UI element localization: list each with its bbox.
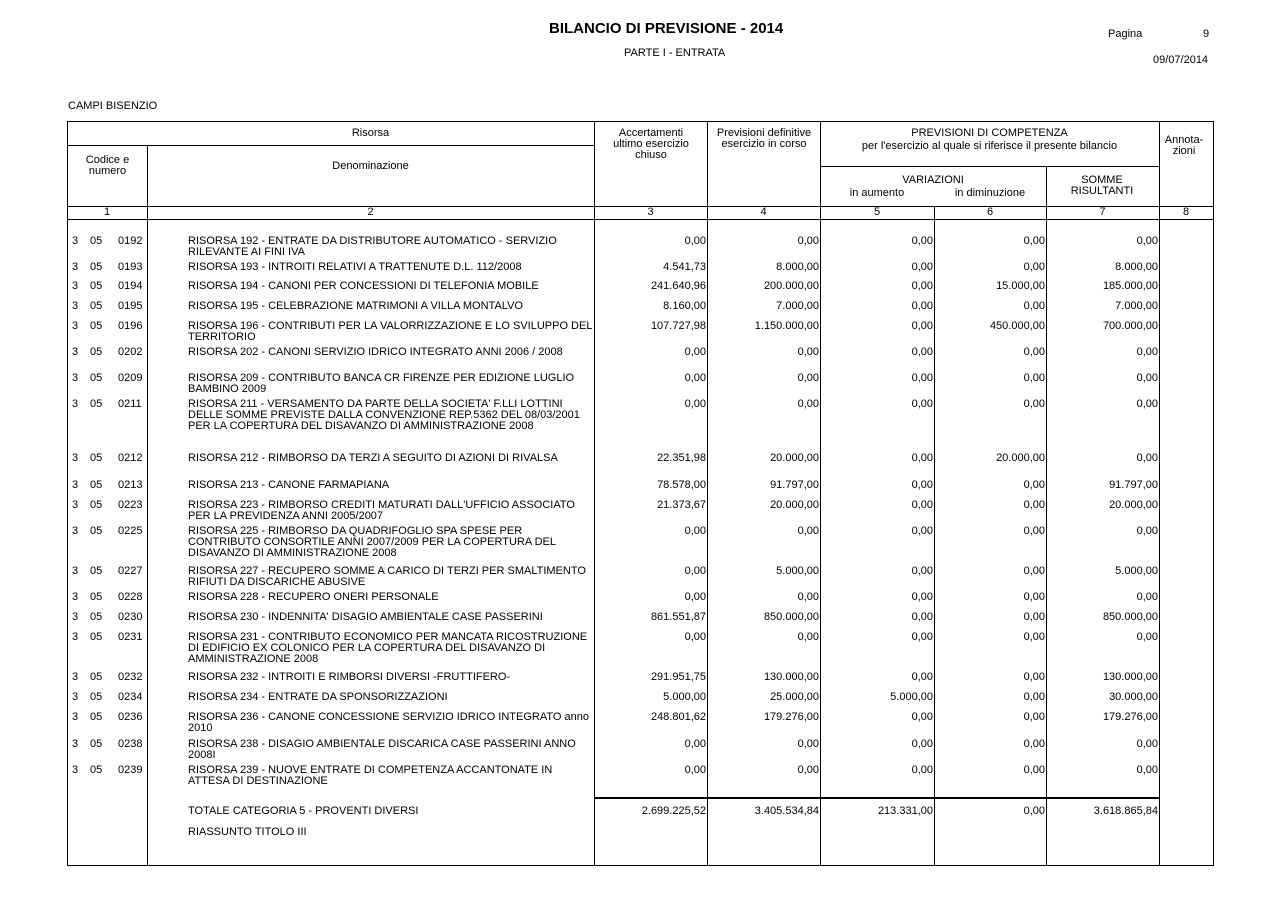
cell-in-diminuzione: 0,00 bbox=[1023, 738, 1045, 750]
cell-in-aumento: 0,00 bbox=[911, 565, 933, 577]
cell-in-diminuzione: 0,00 bbox=[1023, 499, 1045, 511]
cell-previsioni-definitive: 0,00 bbox=[797, 525, 819, 537]
document-date: 09/07/2014 bbox=[1153, 54, 1209, 66]
cell-previsioni-definitive: 7.000,00 bbox=[776, 300, 819, 312]
col-number-3: 3 bbox=[647, 206, 654, 218]
cell-accertamenti: 0,00 bbox=[684, 565, 706, 577]
cell-numero: 0212 bbox=[118, 452, 143, 464]
total-previsioni-definitive: 3.405.534,84 bbox=[754, 805, 819, 817]
cell-somme-risultanti: 20.000,00 bbox=[1109, 499, 1158, 511]
cell-titolo: 3 bbox=[72, 611, 79, 623]
cell-previsioni-definitive: 0,00 bbox=[797, 235, 819, 247]
cell-titolo: 3 bbox=[72, 671, 79, 683]
cell-numero: 0196 bbox=[118, 320, 143, 332]
cell-in-diminuzione: 0,00 bbox=[1023, 372, 1045, 384]
cell-somme-risultanti: 850.000,00 bbox=[1102, 611, 1158, 623]
header-accertamenti: Accertamenti ultimo esercizio chiuso bbox=[613, 127, 689, 161]
cell-previsioni-definitive: 20.000,00 bbox=[770, 499, 819, 511]
cell-categoria: 05 bbox=[90, 235, 103, 247]
cell-in-diminuzione: 0,00 bbox=[1023, 631, 1045, 643]
cell-denominazione: RISORSA 196 - CONTRIBUTI PER LA VALORRIZZAZIONE E LO SVILUPPO DEL TERRITORIO bbox=[188, 320, 593, 343]
cell-denominazione: RISORSA 228 - RECUPERO ONERI PERSONALE bbox=[188, 591, 439, 603]
cell-previsioni-definitive: 5.000,00 bbox=[776, 565, 819, 577]
cell-somme-risultanti: 0,00 bbox=[1136, 525, 1158, 537]
header-previsioni-definitive: Previsioni definitive esercizio in corso bbox=[716, 127, 812, 150]
cell-numero: 0228 bbox=[118, 591, 143, 603]
cell-titolo: 3 bbox=[72, 346, 79, 358]
cell-titolo: 3 bbox=[72, 631, 79, 643]
cell-titolo: 3 bbox=[72, 320, 79, 332]
cell-denominazione: RISORSA 195 - CELEBRAZIONE MATRIMONI A VILLA MONTALVO bbox=[188, 300, 523, 312]
cell-denominazione: RISORSA 225 - RIMBORSO DA QUADRIFOGLIO SPA SPESE PER CONTRIBUTO CONSORTILE ANNI 2007/2009 PER LA COPERTURA DEL DISAVANZO DI AMMINISTRAZIONE 2008 bbox=[188, 525, 556, 559]
cell-denominazione: RISORSA 231 - CONTRIBUTO ECONOMICO PER MANCATA RICOSTRUZIONE DI EDIFICIO EX COLONICO PER LA COPERTURA DEL DISAVANZO DI AMMINISTRAZIONE 2008 bbox=[188, 631, 588, 665]
cell-somme-risultanti: 8.000,00 bbox=[1115, 261, 1158, 273]
cell-titolo: 3 bbox=[72, 372, 79, 384]
cell-denominazione: RISORSA 213 - CANONE FARMAPIANA bbox=[188, 479, 390, 491]
summary-label: RIASSUNTO TITOLO III bbox=[188, 826, 307, 838]
col-number-7: 7 bbox=[1099, 206, 1106, 218]
header-in-diminuzione: in diminuzione bbox=[954, 187, 1026, 199]
cell-categoria: 05 bbox=[90, 261, 103, 273]
cell-categoria: 05 bbox=[90, 525, 103, 537]
header-previsioni-sub: per l'esercizio al quale si riferisce il presente bilancio bbox=[861, 140, 1118, 152]
header-somme-risultanti: SOMME RISULTANTI bbox=[1070, 174, 1134, 197]
cell-in-aumento: 0,00 bbox=[911, 738, 933, 750]
cell-accertamenti: 861.551,87 bbox=[650, 611, 706, 623]
cell-titolo: 3 bbox=[72, 398, 79, 410]
cell-numero: 0202 bbox=[118, 346, 143, 358]
cell-denominazione: RISORSA 236 - CANONE CONCESSIONE SERVIZIO IDRICO INTEGRATO anno 2010 bbox=[188, 711, 589, 734]
entity-name: CAMPI BISENZIO bbox=[68, 100, 158, 112]
cell-denominazione: RISORSA 223 - RIMBORSO CREDITI MATURATI DALL'UFFICIO ASSOCIATO PER LA PREVIDENZA ANNI 2005/2007 bbox=[188, 499, 575, 522]
cell-accertamenti: 78.578,00 bbox=[657, 479, 706, 491]
cell-somme-risultanti: 0,00 bbox=[1136, 452, 1158, 464]
cell-in-diminuzione: 0,00 bbox=[1023, 764, 1045, 776]
cell-categoria: 05 bbox=[90, 300, 103, 312]
cell-numero: 0236 bbox=[118, 711, 143, 723]
cell-numero: 0234 bbox=[118, 691, 143, 703]
cell-in-aumento: 0,00 bbox=[911, 611, 933, 623]
cell-titolo: 3 bbox=[72, 479, 79, 491]
cell-accertamenti: 21.373,67 bbox=[657, 499, 706, 511]
cell-numero: 0192 bbox=[118, 235, 143, 247]
cell-previsioni-definitive: 0,00 bbox=[797, 631, 819, 643]
cell-in-diminuzione: 0,00 bbox=[1023, 398, 1045, 410]
cell-categoria: 05 bbox=[90, 671, 103, 683]
page-label: Pagina bbox=[1108, 28, 1143, 40]
cell-accertamenti: 4.541,73 bbox=[663, 261, 706, 273]
cell-accertamenti: 0,00 bbox=[684, 235, 706, 247]
cell-previsioni-definitive: 0,00 bbox=[797, 398, 819, 410]
cell-somme-risultanti: 0,00 bbox=[1136, 591, 1158, 603]
cell-in-diminuzione: 0,00 bbox=[1023, 711, 1045, 723]
cell-accertamenti: 241.640,96 bbox=[650, 280, 706, 292]
cell-numero: 0225 bbox=[118, 525, 143, 537]
cell-accertamenti: 0,00 bbox=[684, 591, 706, 603]
cell-denominazione: RISORSA 194 - CANONI PER CONCESSIONI DI TELEFONIA MOBILE bbox=[188, 280, 539, 292]
cell-accertamenti: 0,00 bbox=[684, 764, 706, 776]
cell-denominazione: RISORSA 227 - RECUPERO SOMME A CARICO DI TERZI PER SMALTIMENTO RIFIUTI DA DISCARICHE ABUSIVE bbox=[188, 565, 586, 588]
cell-somme-risultanti: 0,00 bbox=[1136, 398, 1158, 410]
cell-in-aumento: 0,00 bbox=[911, 525, 933, 537]
cell-in-diminuzione: 0,00 bbox=[1023, 611, 1045, 623]
cell-in-aumento: 0,00 bbox=[911, 320, 933, 332]
total-label: TOTALE CATEGORIA 5 - PROVENTI DIVERSI bbox=[188, 805, 419, 817]
cell-titolo: 3 bbox=[72, 452, 79, 464]
cell-titolo: 3 bbox=[72, 711, 79, 723]
cell-denominazione: RISORSA 212 - RIMBORSO DA TERZI A SEGUITO DI AZIONI DI RIVALSA bbox=[188, 452, 558, 464]
cell-accertamenti: 0,00 bbox=[684, 631, 706, 643]
cell-accertamenti: 107.727,98 bbox=[650, 320, 706, 332]
cell-in-diminuzione: 0,00 bbox=[1023, 565, 1045, 577]
cell-previsioni-definitive: 0,00 bbox=[797, 591, 819, 603]
cell-somme-risultanti: 185.000,00 bbox=[1102, 280, 1158, 292]
cell-somme-risultanti: 0,00 bbox=[1136, 738, 1158, 750]
cell-in-diminuzione: 450.000,00 bbox=[989, 320, 1045, 332]
col-number-1: 1 bbox=[103, 206, 111, 218]
col-number-4: 4 bbox=[760, 206, 767, 218]
cell-accertamenti: 0,00 bbox=[684, 525, 706, 537]
cell-numero: 0227 bbox=[118, 565, 143, 577]
cell-denominazione: RISORSA 202 - CANONI SERVIZIO IDRICO INTEGRATO ANNI 2006 / 2008 bbox=[188, 346, 563, 358]
cell-in-diminuzione: 0,00 bbox=[1023, 346, 1045, 358]
cell-denominazione: RISORSA 238 - DISAGIO AMBIENTALE DISCARICA CASE PASSERINI ANNO 2008I bbox=[188, 738, 576, 761]
cell-in-diminuzione: 0,00 bbox=[1023, 235, 1045, 247]
cell-categoria: 05 bbox=[90, 479, 103, 491]
header-in-aumento: in aumento bbox=[849, 187, 905, 199]
cell-accertamenti: 8.160,00 bbox=[663, 300, 706, 312]
cell-denominazione: RISORSA 234 - ENTRATE DA SPONSORIZZAZIONI bbox=[188, 691, 448, 703]
cell-accertamenti: 248.801,62 bbox=[650, 711, 706, 723]
header-variazioni: VARIAZIONI bbox=[902, 174, 964, 186]
cell-categoria: 05 bbox=[90, 611, 103, 623]
cell-somme-risultanti: 700.000,00 bbox=[1102, 320, 1158, 332]
total-somme-risultanti: 3.618.865,84 bbox=[1093, 805, 1158, 817]
cell-somme-risultanti: 0,00 bbox=[1136, 235, 1158, 247]
cell-in-aumento: 0,00 bbox=[911, 499, 933, 511]
cell-somme-risultanti: 0,00 bbox=[1136, 631, 1158, 643]
cell-titolo: 3 bbox=[72, 764, 79, 776]
cell-categoria: 05 bbox=[90, 691, 103, 703]
cell-in-aumento: 0,00 bbox=[911, 398, 933, 410]
header-denominazione: Denominazione bbox=[332, 160, 409, 172]
cell-denominazione: RISORSA 232 - INTROITI E RIMBORSI DIVERSI -FRUTTIFERO- bbox=[188, 671, 511, 683]
cell-in-aumento: 5.000,00 bbox=[890, 691, 933, 703]
cell-numero: 0232 bbox=[118, 671, 143, 683]
cell-in-diminuzione: 0,00 bbox=[1023, 691, 1045, 703]
cell-somme-risultanti: 130.000,00 bbox=[1102, 671, 1158, 683]
cell-in-diminuzione: 0,00 bbox=[1023, 479, 1045, 491]
cell-somme-risultanti: 0,00 bbox=[1136, 764, 1158, 776]
col-number-8: 8 bbox=[1182, 206, 1190, 218]
cell-in-aumento: 0,00 bbox=[911, 261, 933, 273]
cell-in-aumento: 0,00 bbox=[911, 764, 933, 776]
cell-in-aumento: 0,00 bbox=[911, 372, 933, 384]
cell-titolo: 3 bbox=[72, 280, 79, 292]
cell-in-diminuzione: 0,00 bbox=[1023, 525, 1045, 537]
cell-accertamenti: 0,00 bbox=[684, 738, 706, 750]
cell-somme-risultanti: 0,00 bbox=[1136, 372, 1158, 384]
cell-titolo: 3 bbox=[72, 591, 79, 603]
cell-previsioni-definitive: 91.797,00 bbox=[770, 479, 819, 491]
cell-somme-risultanti: 179.276,00 bbox=[1102, 711, 1158, 723]
cell-numero: 0193 bbox=[118, 261, 143, 273]
cell-in-diminuzione: 0,00 bbox=[1023, 261, 1045, 273]
cell-accertamenti: 291.951,75 bbox=[650, 671, 706, 683]
cell-in-diminuzione: 15.000,00 bbox=[996, 280, 1045, 292]
cell-categoria: 05 bbox=[90, 711, 103, 723]
cell-somme-risultanti: 7.000,00 bbox=[1115, 300, 1158, 312]
cell-titolo: 3 bbox=[72, 235, 79, 247]
header-codice: Codice e numero bbox=[85, 154, 130, 177]
cell-previsioni-definitive: 8.000,00 bbox=[776, 261, 819, 273]
cell-in-aumento: 0,00 bbox=[911, 711, 933, 723]
cell-numero: 0195 bbox=[118, 300, 143, 312]
cell-numero: 0231 bbox=[118, 631, 143, 643]
cell-numero: 0194 bbox=[118, 280, 143, 292]
cell-previsioni-definitive: 1.150.000,00 bbox=[754, 320, 819, 332]
cell-numero: 0211 bbox=[118, 398, 142, 410]
cell-in-aumento: 0,00 bbox=[911, 300, 933, 312]
cell-numero: 0213 bbox=[118, 479, 143, 491]
cell-in-diminuzione: 0,00 bbox=[1023, 591, 1045, 603]
cell-in-diminuzione: 0,00 bbox=[1023, 300, 1045, 312]
cell-categoria: 05 bbox=[90, 452, 103, 464]
cell-categoria: 05 bbox=[90, 631, 103, 643]
cell-somme-risultanti: 0,00 bbox=[1136, 346, 1158, 358]
cell-somme-risultanti: 91.797,00 bbox=[1109, 479, 1158, 491]
cell-previsioni-definitive: 179.276,00 bbox=[763, 711, 819, 723]
cell-in-aumento: 0,00 bbox=[911, 346, 933, 358]
cell-accertamenti: 5.000,00 bbox=[663, 691, 706, 703]
cell-previsioni-definitive: 0,00 bbox=[797, 764, 819, 776]
page-number: 9 bbox=[1203, 28, 1210, 40]
cell-numero: 0223 bbox=[118, 499, 143, 511]
cell-denominazione: RISORSA 192 - ENTRATE DA DISTRIBUTORE AUTOMATICO - SERVIZIO RILEVANTE AI FINI IVA bbox=[188, 235, 557, 258]
header-annotazioni: Annota- zioni bbox=[1164, 134, 1204, 157]
cell-previsioni-definitive: 130.000,00 bbox=[763, 671, 819, 683]
col-number-2: 2 bbox=[367, 206, 374, 218]
cell-categoria: 05 bbox=[90, 764, 103, 776]
cell-categoria: 05 bbox=[90, 738, 103, 750]
cell-titolo: 3 bbox=[72, 565, 79, 577]
total-in-diminuzione: 0,00 bbox=[1023, 805, 1045, 817]
cell-numero: 0238 bbox=[118, 738, 143, 750]
cell-previsioni-definitive: 20.000,00 bbox=[770, 452, 819, 464]
header-previsioni-competenza: PREVISIONI DI COMPETENZA bbox=[911, 127, 1068, 139]
cell-categoria: 05 bbox=[90, 346, 103, 358]
document-title: BILANCIO DI PREVISIONE - 2014 bbox=[549, 20, 784, 37]
cell-categoria: 05 bbox=[90, 565, 103, 577]
cell-numero: 0209 bbox=[118, 372, 143, 384]
cell-denominazione: RISORSA 209 - CONTRIBUTO BANCA CR FIRENZE PER EDIZIONE LUGLIO BAMBINO 2009 bbox=[188, 372, 575, 395]
cell-categoria: 05 bbox=[90, 499, 103, 511]
cell-titolo: 3 bbox=[72, 261, 79, 273]
total-accertamenti: 2.699.225,52 bbox=[641, 805, 706, 817]
cell-somme-risultanti: 5.000,00 bbox=[1115, 565, 1158, 577]
cell-titolo: 3 bbox=[72, 525, 79, 537]
cell-in-aumento: 0,00 bbox=[911, 631, 933, 643]
col-number-6: 6 bbox=[986, 206, 994, 218]
cell-titolo: 3 bbox=[72, 499, 79, 511]
cell-categoria: 05 bbox=[90, 591, 103, 603]
col-number-5: 5 bbox=[873, 206, 881, 218]
total-in-aumento: 213.331,00 bbox=[877, 805, 933, 817]
cell-titolo: 3 bbox=[72, 738, 79, 750]
cell-previsioni-definitive: 850.000,00 bbox=[763, 611, 819, 623]
cell-in-aumento: 0,00 bbox=[911, 671, 933, 683]
cell-in-diminuzione: 20.000,00 bbox=[996, 452, 1045, 464]
cell-previsioni-definitive: 25.000,00 bbox=[770, 691, 819, 703]
cell-categoria: 05 bbox=[90, 398, 103, 410]
document-subtitle: PARTE I - ENTRATA bbox=[624, 47, 726, 59]
cell-titolo: 3 bbox=[72, 691, 79, 703]
cell-previsioni-definitive: 200.000,00 bbox=[763, 280, 819, 292]
cell-in-aumento: 0,00 bbox=[911, 591, 933, 603]
cell-previsioni-definitive: 0,00 bbox=[797, 372, 819, 384]
cell-accertamenti: 22.351,98 bbox=[657, 452, 706, 464]
cell-categoria: 05 bbox=[90, 280, 103, 292]
cell-in-aumento: 0,00 bbox=[911, 280, 933, 292]
cell-denominazione: RISORSA 239 - NUOVE ENTRATE DI COMPETENZA ACCANTONATE IN ATTESA DI DESTINAZIONE bbox=[188, 764, 553, 787]
cell-accertamenti: 0,00 bbox=[684, 346, 706, 358]
cell-denominazione: RISORSA 211 - VERSAMENTO DA PARTE DELLA SOCIETA' F.LLI LOTTINI DELLE SOMME PREVISTE DALLA CONVENZIONE REP.5362 DEL 08/03/2001 PER LA COPERTURA DEL DISAVANZO DI AMMINISTRAZIONE 2008 bbox=[188, 398, 580, 432]
cell-in-diminuzione: 0,00 bbox=[1023, 671, 1045, 683]
cell-numero: 0230 bbox=[118, 611, 143, 623]
cell-denominazione: RISORSA 230 - INDENNITA' DISAGIO AMBIENTALE CASE PASSERINI bbox=[188, 611, 543, 623]
cell-in-aumento: 0,00 bbox=[911, 479, 933, 491]
cell-previsioni-definitive: 0,00 bbox=[797, 346, 819, 358]
cell-in-aumento: 0,00 bbox=[911, 235, 933, 247]
cell-accertamenti: 0,00 bbox=[684, 372, 706, 384]
cell-denominazione: RISORSA 193 - INTROITI RELATIVI A TRATTENUTE D.L. 112/2008 bbox=[188, 261, 522, 273]
cell-categoria: 05 bbox=[90, 372, 103, 384]
cell-in-aumento: 0,00 bbox=[911, 452, 933, 464]
cell-categoria: 05 bbox=[90, 320, 103, 332]
cell-titolo: 3 bbox=[72, 300, 79, 312]
cell-numero: 0239 bbox=[118, 764, 143, 776]
cell-somme-risultanti: 30.000,00 bbox=[1109, 691, 1158, 703]
header-risorsa: Risorsa bbox=[351, 127, 390, 139]
cell-accertamenti: 0,00 bbox=[684, 398, 706, 410]
cell-previsioni-definitive: 0,00 bbox=[797, 738, 819, 750]
